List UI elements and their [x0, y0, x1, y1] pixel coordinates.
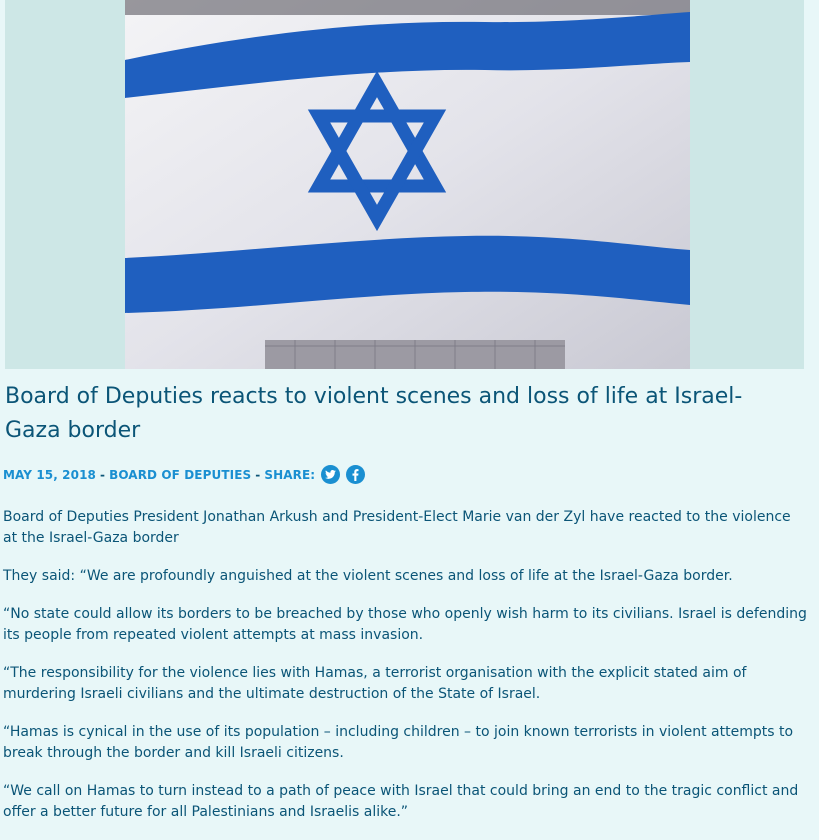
- israel-flag-image: [125, 0, 690, 369]
- article-paragraph: “Hamas is cynical in the use of its population – including children – to join known terrorists in violent attempts to break through the border and kill Israeli citizens.: [3, 724, 794, 761]
- article-title: Board of Deputies reacts to violent scenes and loss of life at Israel-Gaza border: [5, 384, 743, 443]
- article-paragraph: “We call on Hamas to turn instead to a path of peace with Israel that could bring an end to the tragic conflict and offer a better future for all Palestinians and Israelis alike.”: [3, 783, 799, 820]
- article-paragraph: They said: “We are profoundly anguished at the violent scenes and loss of life at the Israel-Gaza border.: [3, 568, 733, 584]
- article-meta: [3, 465, 365, 484]
- article-paragraph: “No state could allow its borders to be breached by those who openly wish harm to its civilians. Israel is defending its people from repeated violent attempts at mass invasion.: [3, 606, 807, 643]
- article-paragraph: “The responsibility for the violence lies with Hamas, a terrorist organisation with the explicit stated aim of murdering Israeli civilians and the ultimate destruction of the State of Israel.: [3, 665, 747, 702]
- facebook-icon[interactable]: [346, 465, 365, 484]
- twitter-icon[interactable]: [321, 465, 340, 484]
- meta-separator: -: [99, 467, 106, 482]
- meta-separator: -: [255, 467, 261, 482]
- article-date: MAY 15, 2018: [3, 467, 96, 482]
- hero-image: [5, 0, 804, 369]
- share-label: SHARE:: [264, 467, 316, 482]
- article-paragraph: Board of Deputies President Jonathan Arkush and President-Elect Marie van der Zyl have reacted to the violence at the Israel-Gaza border: [3, 509, 791, 546]
- author-link[interactable]: BOARD OF DEPUTIES: [109, 467, 252, 482]
- article-body: [3, 507, 809, 840]
